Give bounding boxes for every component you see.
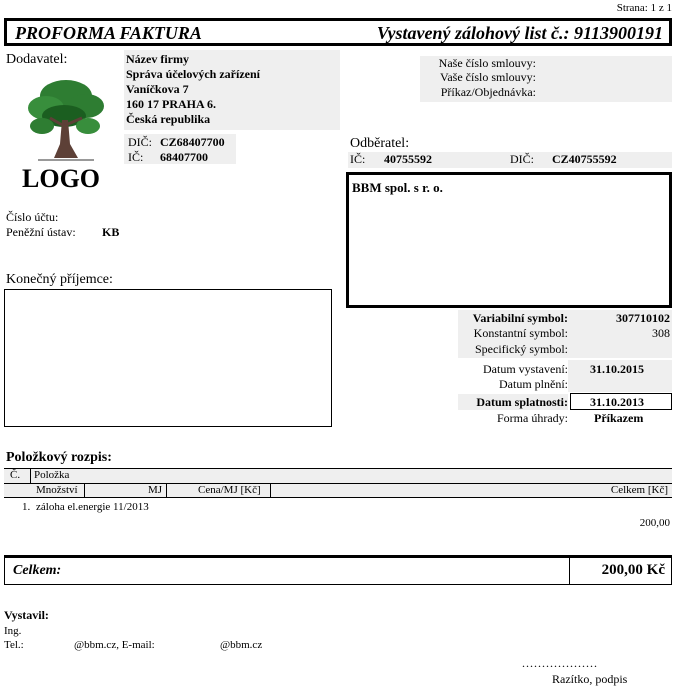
supplier-address-block [124, 50, 340, 130]
payment-form: Příkazem [594, 411, 644, 425]
supplier-country: Česká republika [126, 112, 211, 126]
col-total: Celkem [Kč] [610, 484, 668, 496]
header-bar [4, 18, 672, 46]
recipient-box [4, 289, 332, 427]
variable-symbol: 307710102 [616, 311, 670, 325]
page-number: Strana: 1 z 1 [616, 2, 672, 14]
recipient-label: Konečný příjemce: [6, 272, 113, 287]
bank-value: KB [102, 225, 120, 239]
specific-symbol-label: Specifický symbol: [475, 342, 568, 356]
supplier-name: Název firmy [126, 52, 189, 66]
constant-symbol: 308 [652, 326, 670, 340]
supplier-tax-block [124, 134, 236, 164]
items-header-sep-1 [30, 469, 31, 483]
issuer-tel-label: Tel.: [4, 639, 24, 651]
item-row-total: 200,00 [639, 517, 670, 529]
issue-date-label: Datum vystavení: [483, 362, 568, 376]
customer-dic: CZ40755592 [552, 152, 617, 166]
customer-label: Odběratel: [350, 136, 410, 151]
supplier-dic-label: DIČ: [128, 135, 152, 149]
items-header-divider [4, 483, 672, 484]
account-label: Číslo účtu: [6, 210, 59, 224]
bank-label: Peněžní ústav: [6, 225, 76, 239]
supplier-label: Dodavatel: [6, 52, 68, 67]
issuer-email-2: @bbm.cz [220, 639, 263, 651]
items-header-sep-4 [270, 483, 271, 497]
col-quantity: Množství [36, 484, 78, 496]
customer-name: BBM spol. s r. o. [352, 180, 443, 195]
col-price: Cena/MJ [Kč] [198, 484, 261, 496]
items-header-sep-2 [84, 483, 85, 497]
supplier-city: 160 17 PRAHA 6. [126, 97, 216, 111]
customer-tax-block [348, 152, 672, 168]
due-date-box [570, 393, 672, 410]
our-contract-label: Naše číslo smlouvy: [438, 56, 536, 70]
col-item: Položka [34, 469, 70, 481]
customer-address-box [346, 172, 672, 308]
customer-ic: 40755592 [384, 152, 432, 166]
items-header [4, 468, 672, 498]
item-row-name: záloha el.energie 11/2013 [36, 501, 149, 513]
supply-date-label: Datum plnění: [499, 377, 568, 391]
col-no: Č. [10, 469, 21, 481]
col-unit: MJ [148, 484, 163, 496]
signature-line: ................... [522, 656, 598, 670]
issuer-email-1: @bbm.cz, E-mail: [74, 639, 155, 651]
issuer-name: Ing. [4, 625, 22, 637]
item-row-number: 1. [22, 501, 31, 513]
supplier-ic: 68407700 [160, 150, 208, 164]
payment-form-label: Forma úhrady: [497, 411, 568, 425]
total-value-box [569, 558, 671, 584]
document-title: PROFORMA FAKTURA [15, 23, 202, 43]
logo-text: LOGO [22, 164, 101, 193]
supplier-ic-label: IČ: [128, 150, 144, 164]
contract-block [420, 56, 672, 102]
due-date: 31.10.2013 [590, 395, 644, 409]
items-header-sep-3 [166, 483, 167, 497]
issuer-label: Vystavil: [4, 608, 49, 622]
supplier-street: Vaníčkova 7 [126, 82, 189, 96]
issue-date: 31.10.2015 [590, 362, 644, 376]
supplier-org: Správa účelových zařízení [126, 67, 260, 81]
total-bar [4, 555, 672, 585]
variable-symbol-label: Variabilní symbol: [472, 311, 568, 325]
constant-symbol-label: Konstantní symbol: [473, 326, 568, 340]
items-label: Položkový rozpis: [6, 450, 112, 465]
customer-dic-label: DIČ: [510, 152, 534, 166]
due-date-label: Datum splatnosti: [476, 395, 568, 409]
signature-label: Razítko, podpis [552, 672, 628, 686]
tree-logo-icon [24, 74, 108, 162]
supplier-dic: CZ68407700 [160, 135, 225, 149]
document-number: Vystavený zálohový list č.: 9113900191 [376, 23, 663, 43]
customer-ic-label: IČ: [350, 152, 366, 166]
order-label: Příkaz/Objednávka: [440, 85, 536, 99]
your-contract-label: Vaše číslo smlouvy: [440, 70, 536, 84]
total-value: 200,00 Kč [601, 562, 665, 578]
total-label: Celkem: [13, 563, 62, 578]
